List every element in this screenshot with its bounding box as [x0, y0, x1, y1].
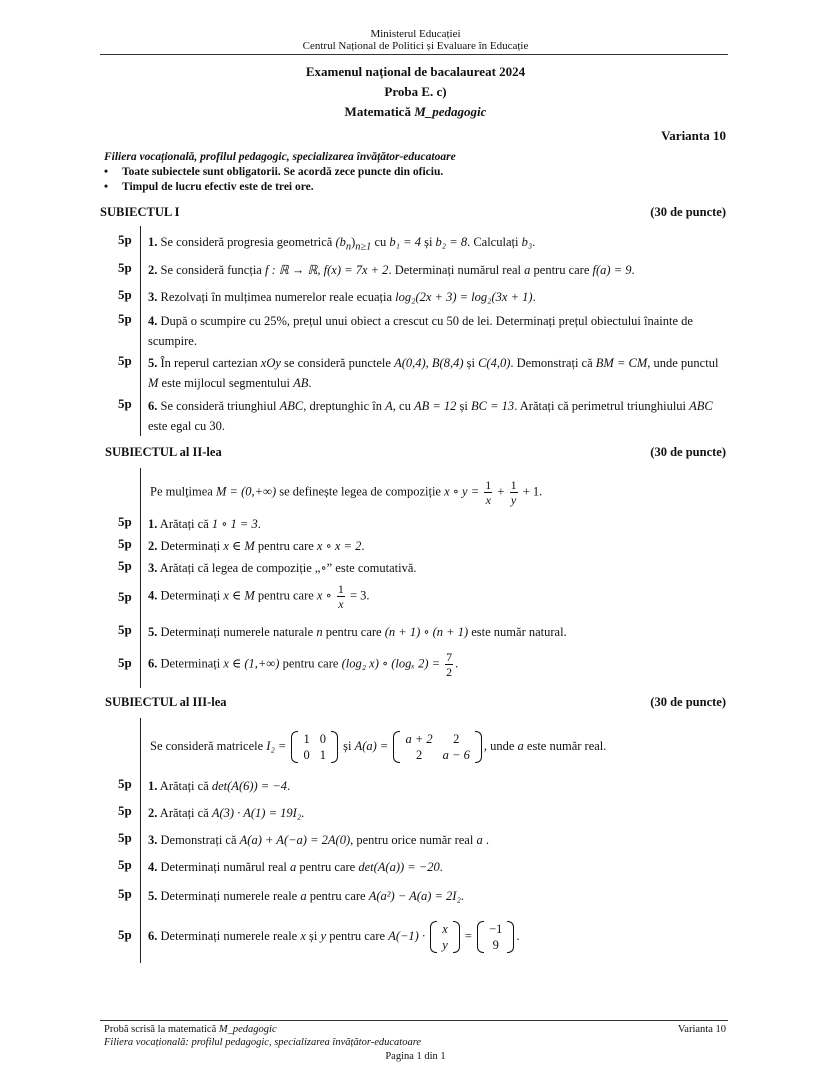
s1-question-5: 5. În reperul cartezian xOy se consideră punctele A(0,4), B(8,4) și C(4,0). Demonstrați că BM = CM, unde punctul M este mijlocul segmentului AB.	[148, 356, 719, 390]
score-label: 5p	[118, 536, 132, 551]
instructions-list	[98, 165, 443, 195]
vector-result: −1 9	[477, 921, 514, 953]
exam-subject: Matematică M_pedagogic	[344, 104, 487, 119]
score-label: 5p	[118, 353, 132, 368]
score-label: 5p	[118, 232, 132, 247]
score-label: 5p	[118, 589, 132, 604]
s1-question-2: 2. Se consideră funcția f : ℝ → ℝ, f(x) = 7x + 2. Determinați numărul real a pentru care f(a) = 9.	[148, 263, 635, 277]
section-2-rule	[140, 468, 141, 688]
score-label: 5p	[118, 311, 132, 326]
section-3-rule	[140, 718, 141, 963]
s2-question-4: 4. Determinați x ∈ M pentru care x ∘ $\frac{1}{x}$ = 3.	[148, 582, 370, 611]
footer-variant: Varianta 10	[677, 1024, 726, 1035]
s3-question-5: 5. Determinați numerele reale a pentru care A(a²) − A(a) = 2I₂.	[148, 889, 464, 903]
section-3-points: (30 de puncte)	[650, 695, 726, 709]
score-label: 5p	[118, 830, 132, 845]
footer-divider	[100, 1020, 728, 1021]
score-label: 5p	[118, 803, 132, 818]
s3-intro: Se consideră matricele I₂ = 1 0 0 1 și A(a) = a + 2 2 2 a − 6 , unde a este număr real.	[150, 732, 607, 763]
section-1-points: (30 de puncte)	[650, 205, 726, 219]
s3-question-4: 4. Determinați numărul real a pentru care det(A(a)) = −20.	[148, 860, 443, 874]
s2-question-2: 2. Determinați x ∈ M pentru care x ∘ x = 2.	[148, 539, 365, 553]
s3-question-1: 1. Arătați că det(A(6)) = −4.	[148, 779, 291, 793]
score-label: 5p	[118, 655, 132, 670]
section-3-title: SUBIECTUL al III-lea	[105, 695, 227, 709]
s2-intro: Pe mulțimea M = (0,+∞) se definește legea de compoziție x ∘ y = $\frac{1}{x}$ + $\frac{1}{y}$ + 1.	[150, 478, 543, 507]
score-label: 5p	[118, 558, 132, 573]
score-label: 5p	[118, 622, 132, 637]
score-label: 5p	[118, 927, 132, 942]
fraction: $\frac{1}{x}$	[485, 478, 492, 507]
fraction: $\frac{1}{y}$	[510, 478, 517, 507]
s3-question-6: 6. Determinați numerele reale x și y pentru care A(−1) · x y = −1 9 .	[148, 922, 520, 953]
s1-question-3: 3. Rezolvați în mulțimea numerelor reale ecuația log₂(2x + 3) = log₂(3x + 1).	[148, 290, 536, 304]
footer-line-1: Probă scrisă la matematică M_pedagogic	[104, 1024, 277, 1035]
matrix-a: a + 2 2 2 a − 6	[393, 731, 481, 763]
page-number: Pagina 1 din 1	[385, 1051, 446, 1062]
score-label: 5p	[118, 260, 132, 275]
s1-question-1: 1. Se consideră progresia geometrică $(b_n)_{n\ge 1}$ cu b₁ = 4 și b₂ = 8. Calculați b₃.	[148, 235, 536, 253]
score-label: 5p	[118, 396, 132, 411]
exam-proba: Proba E. c)	[384, 84, 447, 99]
profile-line: Filiera vocațională, profilul pedagogic, specializarea învățător-educatoare	[104, 151, 456, 163]
s3-question-3: 3. Demonstrați că A(a) + A(−a) = 2A(0), pentru orice număr real a .	[148, 833, 489, 847]
fraction: $\frac{1}{x}$	[337, 582, 344, 611]
s3-question-2: 2. Arătați că A(3) · A(1) = 19I₂.	[148, 806, 305, 820]
section-1-rule	[140, 226, 141, 436]
s2-question-6: 6. Determinați x ∈ (1,+∞) pentru care (log₂ x) ∘ (logₓ 2) = $\frac{7}{2}$ .	[148, 650, 459, 679]
exam-title: Examenul național de bacalaureat 2024	[305, 64, 526, 79]
s2-question-1: 1. Arătați că 1 ∘ 1 = 3.	[148, 517, 261, 531]
section-2-title: SUBIECTUL al II-lea	[105, 445, 222, 459]
score-label: 5p	[118, 857, 132, 872]
s1-question-6: 6. Se consideră triunghiul ABC, dreptunghic în A, cu AB = 12 și BC = 13. Arătați că perimetrul triunghiului ABC este egal cu 30.	[148, 399, 713, 433]
score-label: 5p	[118, 776, 132, 791]
instruction-item: • Timpul de lucru efectiv este de trei ore.	[98, 180, 443, 195]
center-name: Centrul Național de Politici și Evaluare în Educație	[302, 40, 529, 52]
footer-line-2: Filiera vocațională: profilul pedagogic, specializarea învățător-educatoare	[104, 1037, 422, 1048]
identity-matrix: 1 0 0 1	[291, 731, 338, 763]
header-divider	[100, 54, 728, 55]
vector-xy: x y	[430, 921, 460, 953]
s2-question-5: 5. Determinați numerele naturale n pentru care (n + 1) ∘ (n + 1) este număr natural.	[148, 625, 567, 639]
score-label: 5p	[118, 287, 132, 302]
section-1-title: SUBIECTUL I	[100, 205, 180, 219]
s1-question-4: 4. După o scumpire cu 25%, prețul unui obiect a crescut cu 50 de lei. Determinați prețul obiectului înainte de scumpire.	[148, 314, 693, 348]
score-label: 5p	[118, 886, 132, 901]
fraction: $\frac{7}{2}$	[446, 650, 453, 679]
variant-label: Varianta 10	[661, 128, 726, 143]
score-label: 5p	[118, 514, 132, 529]
ministry-name: Ministerul Educației	[370, 28, 461, 40]
instruction-item: • Toate subiectele sunt obligatorii. Se acordă zece puncte din oficiu.	[98, 165, 443, 180]
s2-question-3: 3. Arătați că legea de compoziție „∘” este comutativă.	[148, 561, 417, 575]
section-2-points: (30 de puncte)	[650, 445, 726, 459]
